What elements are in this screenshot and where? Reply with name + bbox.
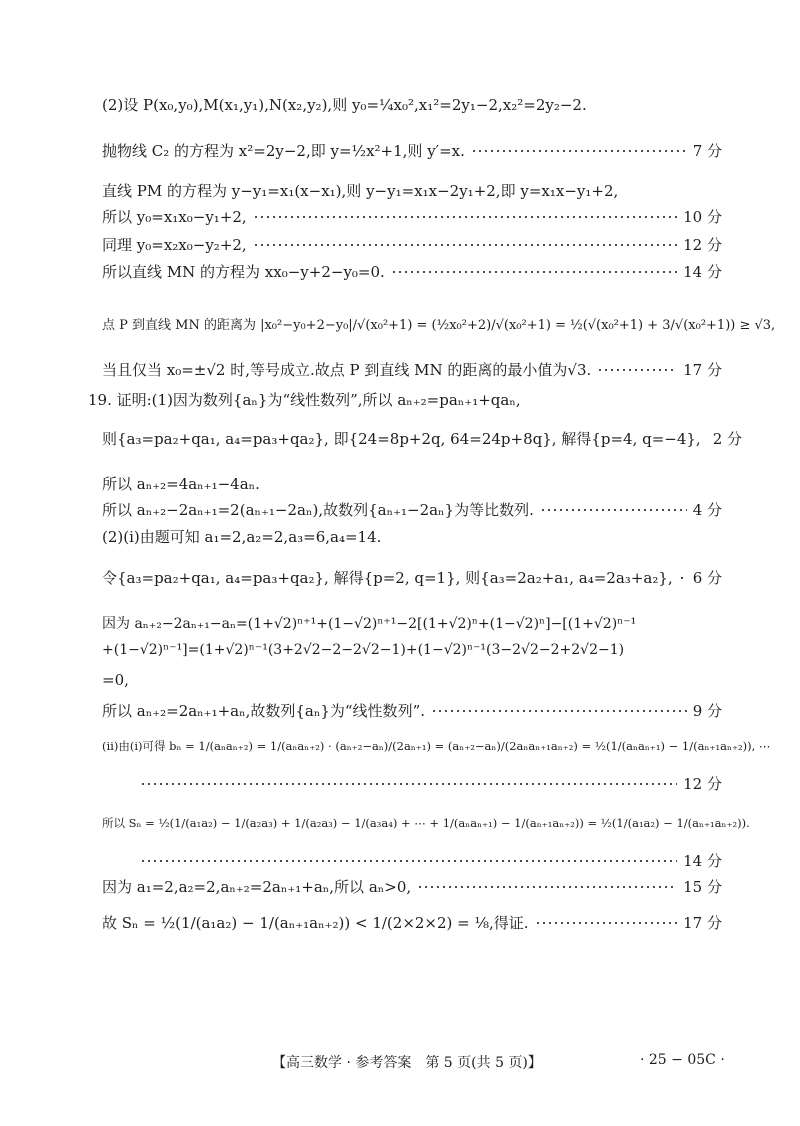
line-text: 所以 y₀=x₁x₀−y₁+2, [102, 208, 247, 226]
dot-leader [471, 150, 687, 152]
score-mark: 7 分 [692, 142, 722, 160]
score-mark: 6 分 [692, 569, 722, 587]
footer-page-info: 【高三数学 · 参考答案 第 5 页(共 5 页)】 [272, 1055, 542, 1071]
line-text: 所以 Sₙ = ½(1/(a₁a₂) − 1/(a₂a₃) + 1/(a₂a₃) − 1/(a₃a₄) + ⋯ + 1/(aₙaₙ₊₁) − 1/(aₙ₊₁aₙ₊₂)) = ½(1/(a₁a₂) − 1/(aₙ₊₁aₙ₊₂)). [102, 816, 750, 830]
score-mark: 9 分 [692, 702, 722, 720]
dot-leader [140, 860, 677, 862]
line-text: 直线 PM 的方程为 y−y₁=x₁(x−x₁),则 y−y₁=x₁x−2y₁+2,即 y=x₁x−y₁+2, [102, 182, 619, 200]
score-mark: 12 分 [683, 775, 722, 793]
line-text: +(1−√2)ⁿ⁻¹]=(1+√2)ⁿ⁻¹(3+2√2−2−2√2−1)+(1−√2)ⁿ⁻¹(3−2√2−2+2√2−1) [102, 642, 625, 658]
solution-line [102, 671, 722, 689]
score-mark: 17 分 [683, 361, 722, 379]
line-text: 所以直线 MN 的方程为 xx₀−y+2−y₀=0. [102, 263, 385, 281]
line-text: 则{a₃=pa₂+qa₁, a₄=pa₃+qa₂}, 即{24=8p+2q, 64=24p+8q}, 解得{p=4, q=−4}, [102, 430, 701, 448]
problem-header-line [88, 389, 722, 410]
score-mark: 10 分 [683, 208, 722, 226]
solution-line [102, 473, 722, 494]
line-text: 点 P 到直线 MN 的距离为 |x₀²−y₀+2−y₀|/√(x₀²+1) = (½x₀²+2)/√(x₀²+1) = ½(√(x₀²+1) + 3/√(x₀²+1)) ≥ √3, [102, 318, 776, 333]
score-mark: 14 分 [683, 263, 722, 281]
line-text: (2)设 P(x₀,y₀),M(x₁,y₁),N(x₂,y₂),则 y₀=¼x₀²,x₁²=2y₁−2,x₂²=2y₂−2. [102, 96, 587, 114]
line-text: 因为 aₙ₊₂−2aₙ₊₁−aₙ=(1+√2)ⁿ⁺¹+(1−√2)ⁿ⁺¹−2[(1+√2)ⁿ+(1−√2)ⁿ]−[(1+√2)ⁿ⁻¹ [102, 616, 637, 632]
line-text: (ⅱ)由(ⅰ)可得 bₙ = 1/(aₙaₙ₊₂) = 1/(aₙaₙ₊₂) · (aₙ₊₂−aₙ)/(2aₙ₊₁) = (aₙ₊₂−aₙ)/(2aₙaₙ₊₁aₙ₊₂) = ½(1/(aₙaₙ₊₁) − 1/(aₙ₊₁aₙ₊₂)), ⋯ [102, 739, 771, 753]
solution-line [102, 94, 722, 115]
score-mark: 12 分 [683, 236, 722, 254]
page-footer [0, 1052, 800, 1074]
solution-line [102, 314, 776, 333]
dot-leader [597, 369, 677, 371]
line-text: 所以 aₙ₊₂=4aₙ₊₁−4aₙ. [102, 475, 260, 493]
solution-line [102, 140, 722, 161]
solution-line [102, 815, 750, 831]
line-text: 令{a₃=pa₂+qa₁, a₄=pa₃+qa₂}, 解得{p=2, q=1}, 则{a₃=2a₂+a₁, a₄=2a₃+a₂}, [102, 569, 673, 587]
line-text: =0, [102, 671, 129, 689]
dot-leader [140, 783, 677, 785]
solution-line [102, 526, 722, 547]
line-text: 19. 证明:(1)因为数列{aₙ}为“线性数列”,所以 aₙ₊₂=paₙ₊₁+qaₙ, [88, 391, 521, 409]
dot-leader [679, 577, 687, 579]
line-text: (2)(ⅰ)由题可知 a₁=2,a₂=2,a₃=6,a₄=14. [102, 528, 382, 546]
solution-line [102, 912, 722, 933]
solution-line [102, 642, 722, 658]
score-mark: 4 分 [692, 501, 722, 519]
score-mark: 14 分 [683, 852, 722, 870]
solution-line [102, 876, 722, 897]
solution-line [102, 234, 722, 255]
line-text: 当且仅当 x₀=±√2 时,等号成立.故点 P 到直线 MN 的距离的最小值为√3. [102, 361, 592, 379]
solution-line [102, 738, 771, 754]
solution-line [134, 850, 722, 871]
line-text: 所以 aₙ₊₂−2aₙ₊₁=2(aₙ₊₁−2aₙ),故数列{aₙ₊₁−2aₙ}为等比数列. [102, 501, 534, 519]
solution-line [102, 499, 722, 520]
line-text: 同理 y₀=x₂x₀−y₂+2, [102, 236, 247, 254]
dot-leader [535, 922, 678, 924]
solution-line [102, 359, 722, 380]
solution-line [102, 261, 722, 282]
dot-leader [540, 509, 687, 511]
line-text: 所以 aₙ₊₂=2aₙ₊₁+aₙ,故数列{aₙ}为“线性数列”. [102, 702, 425, 720]
solution-line [102, 180, 722, 201]
footer-code: · 25 − 05C · [640, 1052, 725, 1068]
score-mark: 15 分 [683, 878, 722, 896]
solution-line [102, 428, 743, 449]
dot-leader [253, 244, 677, 246]
score-mark: 2 分 [712, 430, 743, 448]
line-text: 因为 a₁=2,a₂=2,aₙ₊₂=2aₙ₊₁+aₙ,所以 aₙ>0, [102, 878, 412, 896]
solution-line [102, 206, 722, 227]
solution-line [102, 567, 722, 588]
line-text: 抛物线 C₂ 的方程为 x²=2y−2,即 y=½x²+1,则 y′=x. [102, 142, 465, 160]
dot-leader [391, 271, 677, 273]
score-mark: 17 分 [683, 914, 722, 932]
solution-line [134, 773, 722, 794]
solution-line [102, 613, 722, 633]
dot-leader [431, 710, 687, 712]
dot-leader [253, 216, 677, 218]
dot-leader [417, 886, 677, 888]
solution-line [102, 700, 722, 721]
line-text: 故 Sₙ = ½(1/(a₁a₂) − 1/(aₙ₊₁aₙ₊₂)) < 1/(2×2×2) = ⅛,得证. [102, 914, 529, 932]
